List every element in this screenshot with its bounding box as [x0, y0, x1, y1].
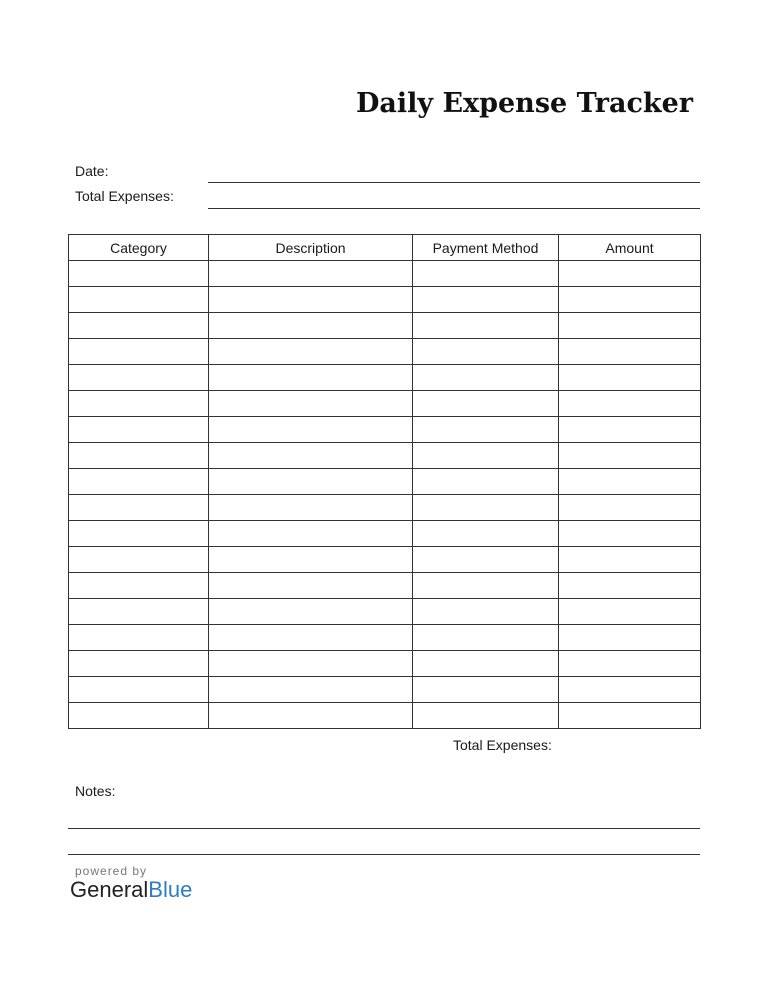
total-expenses-line[interactable] [208, 208, 700, 209]
cell-description[interactable] [209, 521, 413, 547]
cell-payment-method[interactable] [413, 391, 559, 417]
cell-description[interactable] [209, 651, 413, 677]
cell-category[interactable] [69, 417, 209, 443]
cell-category[interactable] [69, 703, 209, 729]
cell-payment-method[interactable] [413, 703, 559, 729]
cell-category[interactable] [69, 287, 209, 313]
cell-amount[interactable] [559, 391, 701, 417]
cell-payment-method[interactable] [413, 573, 559, 599]
table-row [69, 573, 701, 599]
cell-payment-method[interactable] [413, 495, 559, 521]
brand-name-general: General [70, 877, 149, 902]
cell-description[interactable] [209, 261, 413, 287]
cell-category[interactable] [69, 313, 209, 339]
column-header-amount: Amount [559, 235, 701, 261]
notes-line-2[interactable] [68, 854, 700, 855]
table-row [69, 287, 701, 313]
table-row [69, 365, 701, 391]
table-row [69, 417, 701, 443]
cell-category[interactable] [69, 261, 209, 287]
cell-description[interactable] [209, 599, 413, 625]
cell-amount[interactable] [559, 573, 701, 599]
cell-category[interactable] [69, 391, 209, 417]
brand-logo [70, 877, 192, 903]
cell-payment-method[interactable] [413, 365, 559, 391]
cell-payment-method[interactable] [413, 547, 559, 573]
cell-payment-method[interactable] [413, 651, 559, 677]
column-header-category: Category [69, 235, 209, 261]
cell-amount[interactable] [559, 339, 701, 365]
cell-category[interactable] [69, 599, 209, 625]
table-row [69, 599, 701, 625]
table-row [69, 677, 701, 703]
table-row [69, 547, 701, 573]
cell-description[interactable] [209, 339, 413, 365]
column-header-description: Description [209, 235, 413, 261]
cell-amount[interactable] [559, 625, 701, 651]
date-line[interactable] [208, 182, 700, 183]
cell-amount[interactable] [559, 677, 701, 703]
table-row [69, 339, 701, 365]
cell-amount[interactable] [559, 365, 701, 391]
cell-amount[interactable] [559, 599, 701, 625]
cell-payment-method[interactable] [413, 677, 559, 703]
cell-amount[interactable] [559, 547, 701, 573]
cell-payment-method[interactable] [413, 599, 559, 625]
cell-category[interactable] [69, 521, 209, 547]
cell-amount[interactable] [559, 287, 701, 313]
cell-description[interactable] [209, 443, 413, 469]
column-header-payment-method: Payment Method [413, 235, 559, 261]
cell-payment-method[interactable] [413, 261, 559, 287]
cell-category[interactable] [69, 495, 209, 521]
cell-payment-method[interactable] [413, 625, 559, 651]
brand-name-blue: Blue [148, 877, 193, 902]
footer-total-expenses-label: Total Expenses: [453, 737, 552, 753]
table-header-row [69, 235, 701, 261]
cell-payment-method[interactable] [413, 469, 559, 495]
cell-description[interactable] [209, 365, 413, 391]
cell-payment-method[interactable] [413, 443, 559, 469]
page-title: Daily Expense Tracker [355, 88, 693, 119]
cell-payment-method[interactable] [413, 287, 559, 313]
cell-amount[interactable] [559, 651, 701, 677]
cell-payment-method[interactable] [413, 339, 559, 365]
cell-description[interactable] [209, 391, 413, 417]
table-row [69, 703, 701, 729]
table-row [69, 651, 701, 677]
notes-label: Notes: [75, 783, 116, 799]
expense-table [68, 234, 701, 729]
cell-amount[interactable] [559, 495, 701, 521]
cell-description[interactable] [209, 677, 413, 703]
table-row [69, 521, 701, 547]
notes-line-1[interactable] [68, 828, 700, 829]
cell-description[interactable] [209, 547, 413, 573]
cell-category[interactable] [69, 651, 209, 677]
table-row [69, 313, 701, 339]
cell-category[interactable] [69, 469, 209, 495]
cell-amount[interactable] [559, 703, 701, 729]
cell-description[interactable] [209, 495, 413, 521]
cell-category[interactable] [69, 677, 209, 703]
cell-description[interactable] [209, 625, 413, 651]
cell-category[interactable] [69, 365, 209, 391]
cell-payment-method[interactable] [413, 417, 559, 443]
cell-amount[interactable] [559, 417, 701, 443]
table-row [69, 625, 701, 651]
cell-description[interactable] [209, 703, 413, 729]
cell-payment-method[interactable] [413, 521, 559, 547]
cell-amount[interactable] [559, 313, 701, 339]
cell-amount[interactable] [559, 261, 701, 287]
cell-category[interactable] [69, 339, 209, 365]
cell-description[interactable] [209, 313, 413, 339]
powered-by-text: powered by [75, 864, 148, 878]
cell-category[interactable] [69, 573, 209, 599]
cell-amount[interactable] [559, 443, 701, 469]
table-row [69, 391, 701, 417]
cell-category[interactable] [69, 547, 209, 573]
cell-payment-method[interactable] [413, 313, 559, 339]
cell-description[interactable] [209, 469, 413, 495]
table-row [69, 261, 701, 287]
cell-description[interactable] [209, 573, 413, 599]
cell-description[interactable] [209, 287, 413, 313]
table-row [69, 443, 701, 469]
cell-amount[interactable] [559, 521, 701, 547]
table-row [69, 469, 701, 495]
cell-amount[interactable] [559, 469, 701, 495]
date-label: Date: [75, 163, 109, 179]
total-expenses-label: Total Expenses: [75, 188, 174, 204]
cell-category[interactable] [69, 443, 209, 469]
cell-category[interactable] [69, 625, 209, 651]
table-row [69, 495, 701, 521]
cell-description[interactable] [209, 417, 413, 443]
